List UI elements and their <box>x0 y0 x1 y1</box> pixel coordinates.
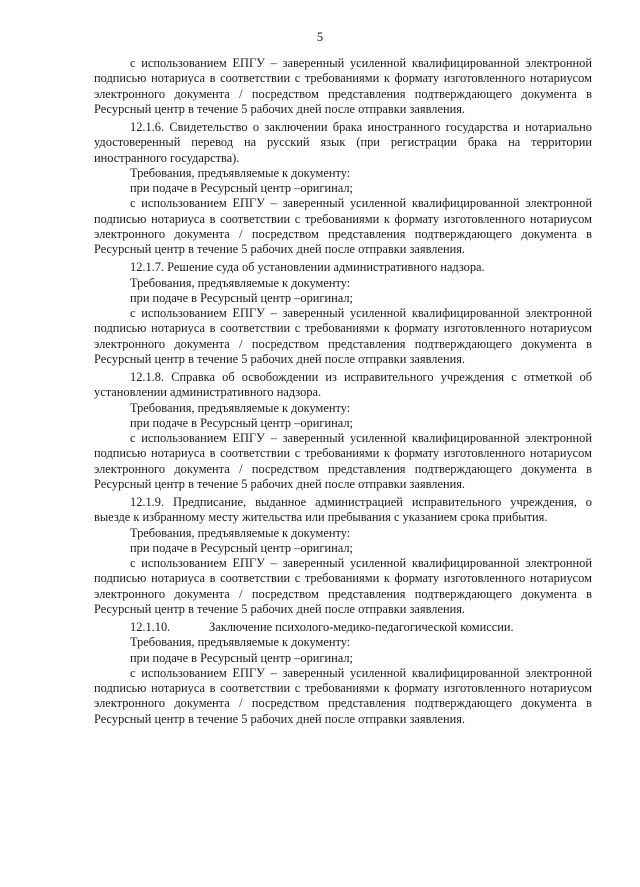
document-body <box>94 56 592 727</box>
list-item-heading: 12.1.8. Справка об освобождении из исправительного учреждения с отметкой об установлении административного надзора. <box>94 370 592 400</box>
paragraph: с использованием ЕПГУ – заверенный усиленной квалифицированной электронной подписью нотариуса в соответствии с требованиями к формату изготовленного нотариусом электронного документа / посредством представления подтверждающего документа в Ресурсный центр в течение 5 рабочих дней после отправки заявления. <box>94 556 592 616</box>
list-item-heading <box>94 620 592 635</box>
item-title: Заключение психолого-медико-педагогической комиссии. <box>209 620 514 634</box>
list-item-heading: 12.1.7. Решение суда об установлении административного надзора. <box>130 260 485 275</box>
paragraph: с использованием ЕПГУ – заверенный усиленной квалифицированной электронной подписью нотариуса в соответствии с требованиями к формату изготовленного нотариусом электронного документа / посредством представления подтверждающего документа в Ресурсный центр в течение 5 рабочих дней после отправки заявления. <box>94 431 592 491</box>
item-number: 12.1.10. <box>130 620 171 634</box>
paragraph: с использованием ЕПГУ – заверенный усиленной квалифицированной электронной подписью нотариуса в соответствии с требованиями к формату изготовленного нотариусом электронного документа / посредством представления подтверждающего документа в Ресурсный центр в течение 5 рабочих дней после отправки заявления. <box>94 196 592 256</box>
paragraph: при подаче в Ресурсный центр –оригинал; <box>130 415 353 430</box>
list-item-heading: 12.1.6. Свидетельство о заключении брака иностранного государства и нотариально удостоверенный перевод на русский язык (при регистрации брака на территории иностранного государства). <box>94 120 592 165</box>
paragraph: Требования, предъявляемые к документу: <box>130 635 351 650</box>
paragraph: при подаче в Ресурсный центр –оригинал; <box>130 181 353 195</box>
page-number: 5 <box>316 30 324 44</box>
paragraph: Требования, предъявляемые к документу: <box>130 525 351 540</box>
list-item-heading: 12.1.9. Предписание, выданное администрацией исправительного учреждения, о выезде к избранному месту жительства или пребывания с указанием срока прибытия. <box>94 495 592 525</box>
paragraph: с использованием ЕПГУ – заверенный усиленной квалифицированной электронной подписью нотариуса в соответствии с требованиями к формату изготовленного нотариусом электронного документа / посредством представления подтверждающего документа в Ресурсный центр в течение 5 рабочих дней после отправки заявления. <box>94 56 592 116</box>
paragraph: Требования, предъявляемые к документу: <box>130 400 351 415</box>
paragraph: при подаче в Ресурсный центр –оригинал; <box>130 650 353 665</box>
paragraph-list-tail <box>94 635 592 727</box>
paragraph: с использованием ЕПГУ – заверенный усиленной квалифицированной электронной подписью нотариуса в соответствии с требованиями к формату изготовленного нотариусом электронного документа / посредством представления подтверждающего документа в Ресурсный центр в течение 5 рабочих дней после отправки заявления. <box>94 665 592 726</box>
paragraph: Требования, предъявляемые к документу: <box>130 165 351 180</box>
paragraph: с использованием ЕПГУ – заверенный усиленной квалифицированной электронной подписью нотариуса в соответствии с требованиями к формату изготовленного нотариусом электронного документа / посредством представления подтверждающего документа в Ресурсный центр в течение 5 рабочих дней после отправки заявления. <box>94 306 592 366</box>
paragraph: Требования, предъявляемые к документу: <box>130 275 351 290</box>
paragraph: при подаче в Ресурсный центр –оригинал; <box>130 540 353 555</box>
paragraph: при подаче в Ресурсный центр –оригинал; <box>130 290 353 305</box>
paragraph-list <box>94 56 592 617</box>
